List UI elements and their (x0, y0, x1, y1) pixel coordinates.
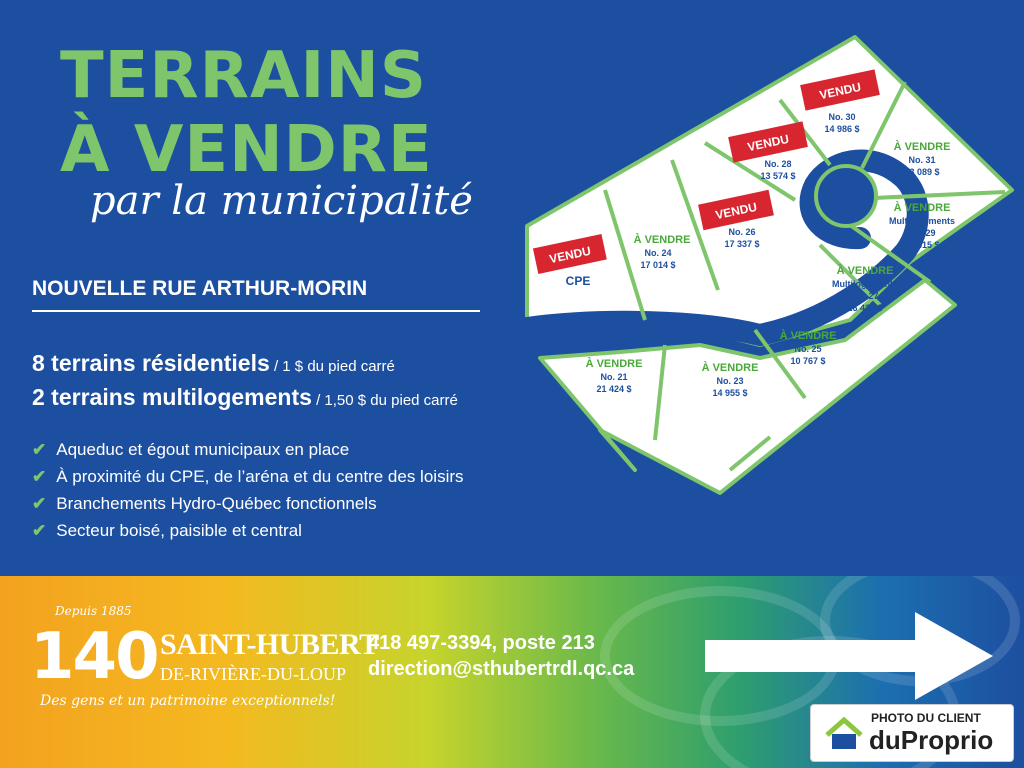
lot-24-number: No. 24 (644, 248, 672, 258)
lot-25-status: À VENDRE (779, 330, 837, 342)
lots-summary-detail: / 1,50 $ du pied carré (311, 392, 458, 409)
cul-de-sac (816, 166, 876, 226)
lot-31-status: À VENDRE (893, 141, 951, 153)
municipality-name: SAINT-HUBERT (160, 628, 379, 661)
lot-27-number: No. 27 (851, 291, 879, 301)
sold-label: VENDU (746, 131, 791, 155)
lot-24-price: 17 014 $ (640, 260, 676, 270)
title-line-2: À VENDRE (60, 113, 433, 187)
lot-29-number: No. 29 (908, 228, 936, 238)
lot-29-type: Multilogements (888, 216, 956, 226)
cpe-label: CPE (565, 274, 591, 288)
lot-26-price: 17 337 $ (724, 239, 760, 249)
check-icon: ✔ (32, 493, 47, 513)
street-label: rue Arthur-Morin (621, 320, 693, 330)
lot-23-price: 14 955 $ (712, 388, 748, 398)
check-icon: ✔ (32, 520, 47, 540)
lots-summary-detail: / 1 $ du pied carré (269, 358, 395, 375)
depuis-text: Depuis 1885 (55, 604, 132, 618)
lot-21-status: À VENDRE (585, 358, 643, 370)
lot-27-type: Multilogements (831, 279, 899, 289)
lot-21-price: 21 424 $ (596, 384, 632, 394)
feature-text: À proximité du CPE, de l’aréna et du centre des loisirs (56, 466, 464, 486)
lot-27-price: 26 424 $ (847, 303, 883, 313)
check-icon: ✔ (32, 466, 47, 486)
phone-number[interactable]: 418 497-3394, poste 213 (368, 632, 595, 654)
right-arrow-icon (703, 610, 995, 702)
lot-31-price: 13 089 $ (904, 167, 940, 177)
lot-21-number: No. 21 (600, 372, 628, 382)
sold-label: VENDU (548, 243, 593, 267)
lots-summary-main: 8 terrains résidentiels (32, 350, 270, 376)
subtitle: par la municipalité (90, 178, 473, 224)
feature-text: Secteur boisé, paisible et central (56, 520, 302, 540)
feature-text: Aqueduc et égout municipaux en place (56, 439, 350, 459)
lot-29-status: À VENDRE (893, 202, 951, 214)
house-logo-icon (825, 717, 863, 751)
lot-23-status: À VENDRE (701, 362, 759, 374)
sold-label: VENDU (818, 79, 863, 103)
lot-31-number: No. 31 (908, 155, 936, 165)
lot-29-price: 26 415 $ (904, 240, 940, 250)
lot-28-number: No. 28 (764, 159, 792, 169)
badge-line-2: duProprio (869, 725, 994, 755)
check-icon: ✔ (32, 439, 47, 459)
lot-27-status: À VENDRE (836, 265, 894, 277)
lot-25-price: 10 767 $ (790, 356, 826, 366)
lots-summary-main: 2 terrains multilogements (32, 384, 312, 410)
badge-line-1: PHOTO DU CLIENT (871, 711, 981, 725)
lot-26-number: No. 26 (728, 227, 756, 237)
sold-label: VENDU (714, 199, 759, 223)
title-line-1: TERRAINS (60, 39, 427, 113)
lot-30-price: 14 986 $ (824, 124, 860, 134)
lot-30-number: No. 30 (828, 112, 856, 122)
slogan: Des gens et un patrimoine exceptionnels! (40, 693, 336, 709)
duproprio-badge[interactable] (810, 704, 1014, 762)
email-address[interactable]: direction@sthubertrdl.qc.ca (368, 658, 635, 680)
lot-25-number: No. 25 (794, 344, 822, 354)
feature-text: Branchements Hydro-Québec fonctionnels (56, 493, 377, 513)
street-heading: NOUVELLE RUE ARTHUR-MORIN (32, 277, 368, 300)
lot-24-status: À VENDRE (633, 234, 691, 246)
logo-140: 140 (30, 620, 158, 694)
lot-23-number: No. 23 (716, 376, 744, 386)
municipality-subname: DE-RIVIÈRE-DU-LOUP (160, 664, 346, 684)
lot-28-price: 13 574 $ (760, 171, 796, 181)
